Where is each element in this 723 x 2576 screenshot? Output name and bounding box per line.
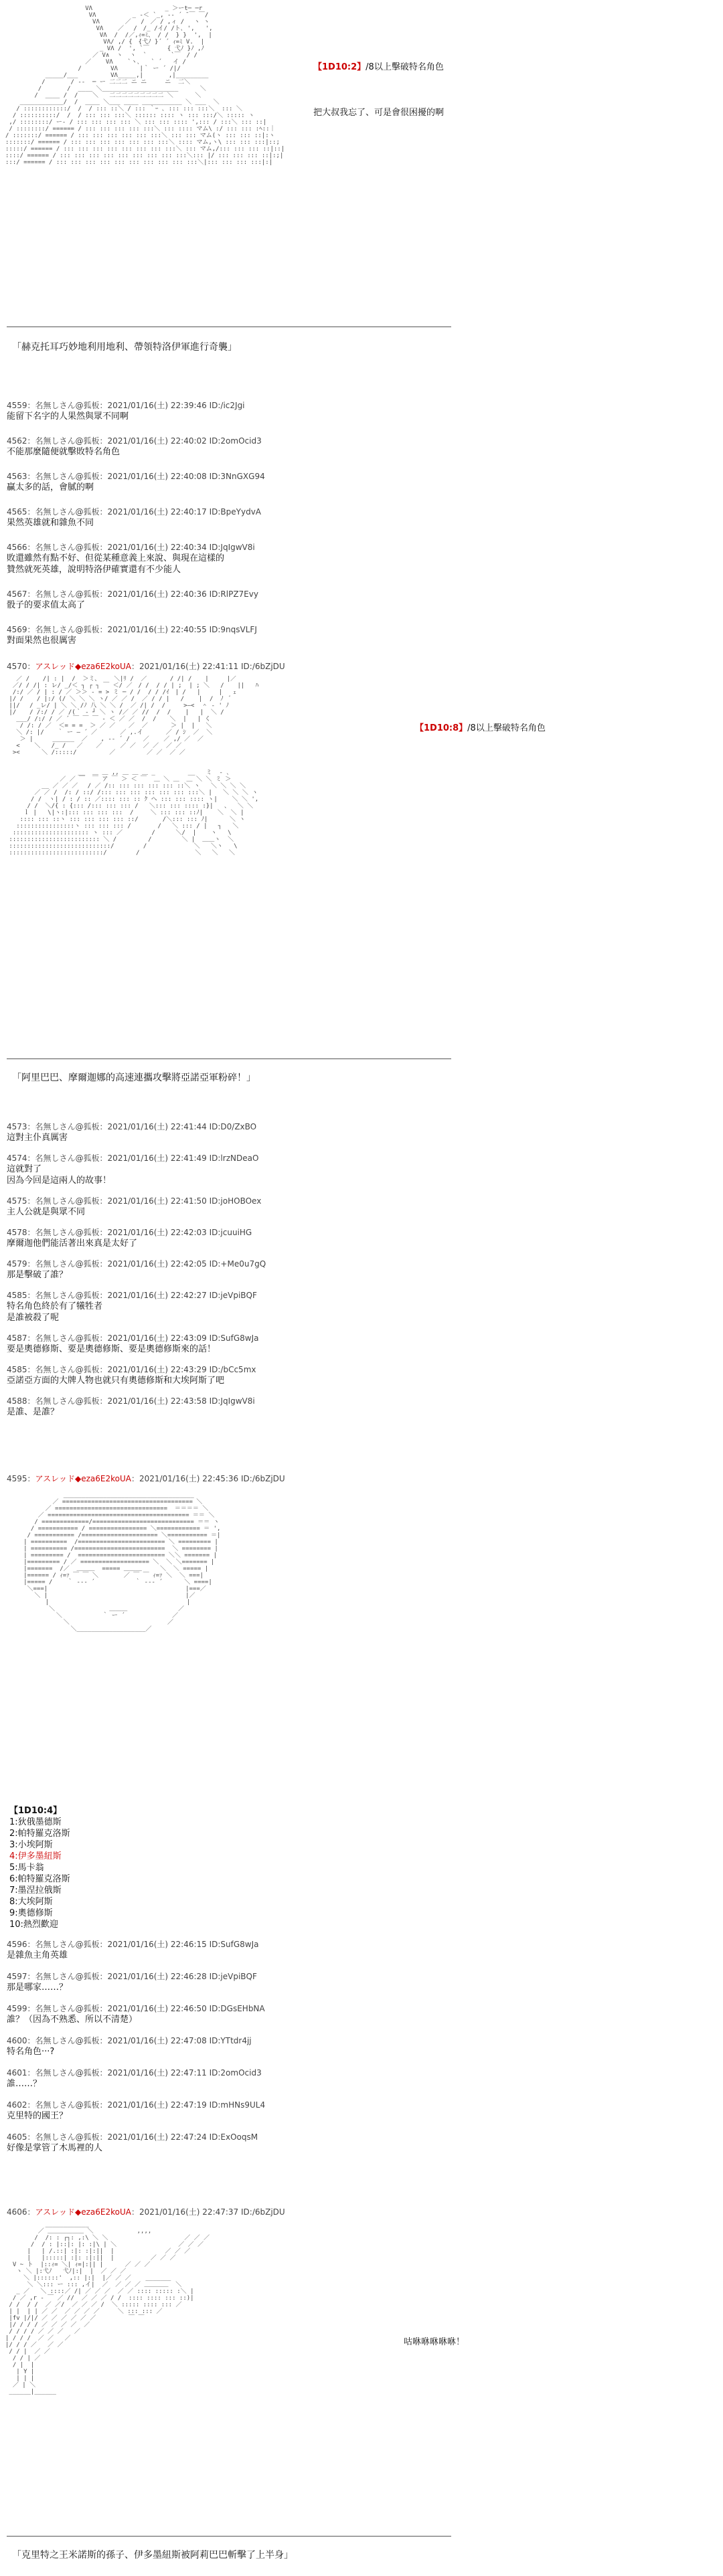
post-header <box>7 507 703 517</box>
poster-name: アスレッド <box>35 662 75 671</box>
post-number: 4606 <box>7 2207 27 2217</box>
post-body: 主人公就是與眾不同 <box>7 1207 86 1217</box>
post-meta: ：名無しさん@狐板：2021/01/16(土) 22:40:36 ID:RlPZ7Evy <box>27 589 258 599</box>
post-meta: ：名無しさん@狐板：2021/01/16(土) 22:42:03 ID:jcuuiHG <box>27 1228 252 1237</box>
post-number: 4569 <box>7 625 27 634</box>
ascii-art-hector: VΛ _ ＞ーt─ ─r VΛ _ ‐＜ `_, -‐ ´ ̄ ￣ ￣/ VΛ ／ / ／ / ,ィ / ヽ ヽ VΛ ／ / /_ /イ/ /ト､ ', ', VΛ / /／,ｨ=ﾐ、 / / } } ', | VΛ/ ,/ { {弋ﾉ }´ ´ ｨ=ﾐ V. | _ VΛ / ', `￣ { 弋ﾉ }ﾉ ,ﾉ ／ V∧ ヽ ヽ ` `￣ / / ／ VΛ `ヽ､ ` ´ イ / / VΛ |｀ ー ´ /|/ _____/___ VΛ_____,| ,|_________ / / ‐‐ ─ ー 二二二 ニ ニ ニ 二＼ / / ____ ＼_____________________ ＼ / ____ / / ＼ 二二二二二二二二二 ＼ ＼ ____________/ / ____ ＼___ ____ ___________ ＼ ___ ＼ / ::::::::::::/ / / ::: ::＼ / ::: ｀ｰ ､ ::: ::: :::＼ ::: ＼ / ::::::::::/ / / ::: ::: :::＼ :::::: :::: ヽ ::: :::/＼ ::::: ヽ ,/ ::::::::/ ー‐ / ::: ::: ::: ::: ＼ ::: ::: :::: ',::: / :::＼ ::: ::| / ::::::::/ ====== / ::: ::: ::: ::: :::＼ ::: :::: マム\ :/ ::: ::: :ﾍ::｜ / :::::::/ ====== / ::: ::: ::: ::: ::: :::＼ ::: ::: マム(ヽ ::: ::: ::|:ヽ :::::::/ ====== / ::: ::: ::: ::: ::: ::: :::＼ :::: マム,ヽ\ ::: ::: :::|::; :::::/ ====== / ::: ::: ::: ::: ::: ::: ::: :::＼ ::: マム,/::: ::: ::: ::|::| ::::/ ====== / ::: ::: ::: ::: ::: ::: ::: ::: :::＼::: |/ ::: ::: ::: ::|:;| :::/ ====== / ::: ::: ::: ::: ::: ::: ::: ::: ::: :::＼|::: ::: ::: :::|:| <box>5 5 285 166</box>
post-number: 4585 <box>7 1365 27 1374</box>
post-number: 4595 <box>7 1474 27 1483</box>
post-meta: ：名無しさん@狐板：2021/01/16(土) 22:46:50 ID:DGsEHbNA <box>27 2004 265 2013</box>
post-header: ：2021/01/16(土) 22:45:36 ID:/6bZjDU <box>131 1474 285 1483</box>
post-meta: ：名無しさん@狐板：2021/01/16(土) 22:47:24 ID:ExOoqsM <box>27 2132 258 2142</box>
post-meta: ：名無しさん@狐板：2021/01/16(土) 22:40:08 ID:3NnGXG94 <box>27 472 265 481</box>
post-header <box>7 2132 703 2142</box>
post-body: 這就對了 因為今回是這兩人的故事！ <box>7 1164 112 1186</box>
post-meta: ：名無しさん@狐板：2021/01/16(土) 22:42:05 ID:+Me0u7gQ <box>27 1259 266 1269</box>
post-number: 4567 <box>7 589 27 599</box>
post-number: 4599 <box>7 2004 27 2013</box>
side-note-panel2 <box>415 723 546 735</box>
post-header <box>7 1196 703 1206</box>
roll-list-item: 8:大埃阿斯 <box>9 1897 53 1907</box>
post-body: 特名角色終於有了犧牲者 是誰被殺了呢 <box>7 1301 103 1323</box>
post-body: 亞諾亞方面的大牌人物也就只有奧德修斯和大埃阿斯了吧 <box>7 1376 225 1386</box>
post-number: 4566 <box>7 543 27 552</box>
post-number: 4587 <box>7 1333 27 1343</box>
post-header <box>7 2035 703 2046</box>
post-4563 <box>7 471 703 493</box>
post-body: 果然英雄就和雜魚不同 <box>7 518 94 528</box>
post-number: 4578 <box>7 1228 27 1237</box>
post-4587 <box>7 1333 703 1355</box>
narration-caption-2: 「阿里巴巴、摩爾迦娜的高速連攜攻擊將亞諾亞軍粉碎！」 <box>12 1073 256 1083</box>
post-meta: ：名無しさん@狐板：2021/01/16(土) 22:43:09 ID:SufG8wJa <box>27 1333 259 1343</box>
post-4600 <box>7 2035 703 2057</box>
post-number: 4597 <box>7 1972 27 1981</box>
roll-list-item: 1:狄俄墨德斯 <box>9 1817 62 1827</box>
post-header <box>7 1153 703 1164</box>
post-number: 4588 <box>7 1396 27 1406</box>
post-body: 敗還雖然有點不好、但從某種意義上來說、與現在這樣的 贊然就死英雄，說明特洛伊確實還有不少能人 <box>7 553 225 575</box>
post-4574 <box>7 1153 703 1186</box>
post-number: 4559 <box>7 401 27 410</box>
post-header <box>7 1333 703 1344</box>
post-meta: ：名無しさん@狐板：2021/01/16(土) 22:40:34 ID:JqIgwV8i <box>27 543 255 552</box>
poster-trip: ◆eza6E2koUA <box>74 2207 131 2217</box>
post-4575 <box>7 1196 703 1218</box>
post-body: 是誰、是誰？ <box>7 1407 60 1417</box>
post-number: 4585 <box>7 1291 27 1300</box>
post-header <box>7 2100 703 2110</box>
roll-list-item: 3:小埃阿斯 <box>9 1840 53 1850</box>
poster-trip: ◆eza6E2koUA <box>74 1474 131 1483</box>
post-header <box>7 400 703 411</box>
post-header: ：2021/01/16(土) 22:47:37 ID:/6bZjDU <box>131 2207 285 2217</box>
post-body: 好像是掌管了木馬裡的人 <box>7 2143 103 2153</box>
op-post-4595: 4595：アスレッド◆eza6E2koUA：2021/01/16(土) 22:45:36 ID:/6bZjDU <box>7 1474 285 1483</box>
post-number: 4565 <box>7 507 27 517</box>
sound-effect-text: 咕咻咻咻咻咻！ <box>404 2337 465 2347</box>
post-body: 誰？（因為不熟悉、所以不清楚） <box>7 2015 138 2025</box>
post-4605 <box>7 2132 703 2154</box>
post-header <box>7 542 703 553</box>
post-meta: ：名無しさん@狐板：2021/01/16(土) 22:42:27 ID:jeVpiBQF <box>27 1291 257 1300</box>
post-4588 <box>7 1396 703 1418</box>
dice-tag: 【1D10:2】 <box>313 62 366 72</box>
ascii-art-attack: ____________ ／ ＿＿＿＿＿＿ ＼ ,,,, / /: : ┌┐: ,:\ ＼ ＼ ／ ／ ／ / / : |::|: |: :|\ | ＼ ／ ／ ／ | | /.::| :|: :|:|| | ／ ／ ／ | |:::::| :|: :|:|| | ／ ／ ／ V ~ ト |::ｨ= ＼| ｨ=|:|| | ／ ／ ／ ヽ ＼ |:弋ﾉ 弋ﾉ|:| | ／ ／ ／ ＼ |::::::' ,:: |:| |／ ／ ／ _______ ＼ ＼::: ー ::: ,イ| ／ ／ ／ ／ ＿＿＿＿ ＼ _ ／ ＼ ::::／ /| ／ ／ ／ ／ ／ :::: ::::: :＼ | / ／ ,r ‐ ￣ ／ // ／ ／ ／ / / :::: :::: ::: ::)| / / / / ／ ／/ ／ ／ ／ / ＼ ::::: :::: ::: ／ | | | | ／ ／ ／ ／ ／ ／ ＼ ::: ::: ／ |fv |/|/ ／ ／ ／ ／ ／ ／ ￣ ￣ |/ / / / ／ ／ ／ ／ ／ / / / / ／ ／ ／ ／ | / / / ／ ／ ／ |/ / / ／ ／ ／ / / | ／ ／ / / | ／ / | | | Y | | | | ／ | ＼ ______|______ <box>5 2221 210 2395</box>
dice-tag: 【1D10:8】 <box>415 723 468 733</box>
post-number: 4579 <box>7 1259 27 1269</box>
post-4596 <box>7 1939 703 1961</box>
side-note-panel1 <box>313 62 444 74</box>
post-meta: ：名無しさん@狐板：2021/01/16(土) 22:47:11 ID:2omOcid3 <box>27 2068 262 2078</box>
post-body: 那是哪家……？ <box>7 1983 68 1993</box>
post-meta: ：名無しさん@狐板：2021/01/16(土) 22:43:58 ID:JqIgwV8i <box>27 1396 255 1406</box>
post-header: ：2021/01/16(土) 22:41:11 ID:/6bZjDU <box>131 662 285 671</box>
post-4579 <box>7 1259 703 1281</box>
post-body: 摩爾迦他們能活著出來真是太好了 <box>7 1238 138 1249</box>
post-body: 能留下名字的人果然與眾不同啊 <box>7 411 129 422</box>
post-number: 4562 <box>7 436 27 446</box>
post-body: 特名角色···? <box>7 2047 55 2057</box>
post-body: 克里特的國王？ <box>7 2111 68 2121</box>
post-4601 <box>7 2067 703 2090</box>
post-4567 <box>7 589 703 611</box>
post-body: 贏太多的話，會膩的啊 <box>7 482 94 492</box>
poster-name: アスレッド <box>35 1474 75 1483</box>
post-meta: ：名無しさん@狐板：2021/01/16(土) 22:47:19 ID:mHNs9UL4 <box>27 2100 266 2110</box>
post-header <box>7 436 703 446</box>
narration-caption-3: 「克里特之王米諾斯的孫子、伊多墨紐斯被阿莉巴巴斬擊了上半身」 <box>12 2550 293 2561</box>
post-4566 <box>7 542 703 575</box>
post-header <box>7 1290 703 1301</box>
roll-list-item: 9:奧德修斯 <box>9 1908 53 1918</box>
post-meta: ：名無しさん@狐板：2021/01/16(土) 22:41:44 ID:D0/ZxBO <box>27 1122 257 1131</box>
post-number: 4563 <box>7 472 27 481</box>
poster-name: アスレッド <box>35 2207 75 2217</box>
roll-list-item: 2:帕特羅克洛斯 <box>9 1829 70 1839</box>
roll-result-list <box>9 1805 70 1930</box>
post-header <box>7 624 703 635</box>
post-number: 4601 <box>7 2068 27 2078</box>
post-header <box>7 1971 703 1982</box>
post-meta: ：名無しさん@狐板：2021/01/16(土) 22:40:17 ID:BpeYydvA <box>27 507 262 517</box>
post-meta: ：名無しさん@狐板：2021/01/16(土) 22:39:46 ID:/ic2Jgi <box>27 401 245 410</box>
op-post-4570: 4570：アスレッド◆eza6E2koUA：2021/01/16(土) 22:41:11 ID:/6bZjDU <box>7 662 285 671</box>
divider <box>7 2536 451 2537</box>
post-body: 是雜魚主角英雄 <box>7 1950 68 1960</box>
post-meta: ：名無しさん@狐板：2021/01/16(土) 22:41:49 ID:lrzNDeaO <box>27 1154 259 1163</box>
post-body: 骰子的要求值太高了 <box>7 600 86 610</box>
post-4599 <box>7 2003 703 2025</box>
post-body: 不能那麼隨便就擊敗特名角色 <box>7 447 120 457</box>
post-meta: ：名無しさん@狐板：2021/01/16(土) 22:46:28 ID:jeVpiBQF <box>27 1972 257 1981</box>
post-header <box>7 2003 703 2014</box>
ascii-art-face: ____________________________________ ／ ==================================== ＼ ／ =============================== ＝＝＝＝ ＼ ／ ======================================= ＝＝ ＼ / =============/============================ ＝＝ ヽ / =========== / ================ ＼============ ＝ ', / =========== /===================== ＼=========== ＝| | ========== /======================== ＼ ========= | | ========== /========================= ＼ ======== | | ========= / ======================== ＼＼ ======= | |========= / ／ =================== ＼ ＼ ＼======= | |======= /／ ＿＿＿ ===== ＿＿＿ ＼ ＼ ===== | |====== / ｨ=ｧ ￣ ￣ ＼ ／ ￣ ￣ ｨ=ｧ ＼ ＼ ===| |===== / ｀ ‐-- ´ ｀ ‐-- ´ ＼ ====| ＼===| |===／ ＼ | |／ | | ＼ ＿＿＿ ／ ＼ ｀ ー ´ ／ ＼ ／ ＼___________________／ <box>23 1492 221 1633</box>
post-header <box>7 1364 703 1375</box>
post-number: 4575 <box>7 1196 27 1206</box>
post-number: 4574 <box>7 1154 27 1163</box>
post-meta: ：名無しさん@狐板：2021/01/16(土) 22:41:50 ID:joHOBOex <box>27 1196 262 1206</box>
post-header <box>7 1227 703 1238</box>
post-header <box>7 1939 703 1950</box>
post-4569 <box>7 624 703 646</box>
post-body: 這對主仆真厲害 <box>7 1133 68 1143</box>
post-body: 要是奧德修斯、要是奧德修斯、要是奧德修斯來的話！ <box>7 1344 216 1354</box>
roll-list-title: 【1D10:4】 <box>9 1806 62 1816</box>
post-header <box>7 589 703 600</box>
dice-rule-text: /8以上擊破特名角色 <box>366 62 444 72</box>
op-post-4606: 4606：アスレッド◆eza6E2koUA：2021/01/16(土) 22:47:37 ID:/6bZjDU <box>7 2207 285 2217</box>
roll-list-item: 10:熱烈歡迎 <box>9 1920 58 1930</box>
post-header <box>7 1259 703 1269</box>
post-meta: ：名無しさん@狐板：2021/01/16(土) 22:43:29 ID:/bCc5mx <box>27 1365 256 1374</box>
narration-caption-1: 「赫克托耳巧妙地利用地利、帶領特洛伊軍進行奇襲」 <box>12 342 237 353</box>
post-header <box>7 1396 703 1406</box>
post-number: 4570 <box>7 662 27 671</box>
post-meta: ：名無しさん@狐板：2021/01/16(土) 22:40:55 ID:9nqsVLFJ <box>27 625 257 634</box>
post-number: 4596 <box>7 1940 27 1949</box>
post-number: 4600 <box>7 2036 27 2045</box>
post-number: 4602 <box>7 2100 27 2110</box>
side-speech-panel1: 把大叔我忘了、可是會很困擾的啊 <box>313 108 445 118</box>
post-header <box>7 1121 703 1132</box>
poster-trip: ◆eza6E2koUA <box>74 662 131 671</box>
post-meta: ：名無しさん@狐板：2021/01/16(土) 22:47:08 ID:YTtdr4jj <box>27 2036 252 2045</box>
roll-list-item: 4:伊多墨紐斯 <box>9 1851 62 1861</box>
post-header <box>7 471 703 482</box>
post-meta: ：名無しさん@狐板：2021/01/16(土) 22:46:15 ID:SufG8wJa <box>27 1940 259 1949</box>
roll-list-item: 5:馬卡翁 <box>9 1863 44 1873</box>
post-4578 <box>7 1227 703 1249</box>
post-4585 <box>7 1364 703 1386</box>
post-4559 <box>7 400 703 422</box>
post-4565 <box>7 507 703 529</box>
post-number: 4605 <box>7 2132 27 2142</box>
dice-rule-text: /8以上擊破特名角色 <box>467 723 546 733</box>
post-4602 <box>7 2100 703 2122</box>
ascii-art-battle: ／ / /| : | / ＞ミ、 ＼|ﾘ / ／ / /| / | |／ ／/ / /| : レ/ _/＜ ┐ ┌ ┐ ￣ ＜/ ／ / / / / | ; | ; ＼ / || ﾊ /:/ ／ / | : / ／ ＞＞ ‐ = > ミ ─ / / / / /ｲ | / | | ｪ |/ / / |:/ (/ ＼ ＼ ＼ ヽ/ ／ ／ / ／ / / | / | / ﾉ ﾞ ||/ / _レ/ | ＼ ＼ /ﾉ 八 ＼ ＼ / ／ /| / / >―< ＾ ‐ ' ﾉ |/ / /:/ / ／ /(｀ ‐ ┘ ＼ ヽ /／ ／ // / / | | ＼ / ___/ /:/ / ／ ´ ￣ ￣ ￣ ‐ ＜ ／ ／ / / ＼ | | く / /: / ／ ＜= = = ＞ ／ ／ ／ ／ ＞ | | ＼ ＼ /: |/ ｀ ー ― ´ ／ ／ ,.イ ／ / ｼ ／ ＼ ＞ | ______ ／ , -‐ ´ / ／ ／ ,/ ／ ／ < ＼ /_ / ／ ／ ／ ／ ／ ／ ／ ／ >< ＼ /:::::/ ／ ／ ／ ／ ／ __ ＿ ＿ ,, ＿ ＿ ＿ _ __ ミ ‐ ､ ／ ／ ￣ ￣ ア ￣ ＞ ＜ ￣ ＿ ＼ ＿ ＿ ＼ ＼ ミ ＞ __ ／ ／ ／ / ／ /:: ::: ::: ::: ::: ::＼ ヽ ＼ ＼ ＼ ＼ ／ ／ / /: / ::/ /::: ::: ::: ::: ::: ::: :::＼ | ＼ ＼ ＼ ヽ / / ヽ| / : / :: ／:::: ::: :: ｸ ヘ ::: ::: :::: ヽ| ＼ ＼ ', / / ＼/{ : {::: /::: ::: ::: / ＼::: ::: :::: :}| 、 ＼ ＼ ｌ | \|ヽ:|::: ::: ::: ::: / ＼ ::: ::: ::ﾉ| ＼ ＼ | :::: ::: ::ヽ ::: ::: ::: ::: ::/ /＼::: ::: ﾉ| ＼ ヽ ::::::::::::::::ヽ ::: ::: ::: / / ＼ ::: / | ┐ ＼ ::::::::::::::::::::: ヽ ::: ／ / ＼/ | ヽ \ ::::::::::::::::::::::::: ＼ / / ＼ | ＿＿ヽ ＼ ::::::::::::::::::::::::::::/ / ＼ ＼ヽ \ ::::::::::::::::::::::::::/ / ＼ ＼ ＼ <box>9 676 259 856</box>
post-meta: ：名無しさん@狐板：2021/01/16(土) 22:40:02 ID:2omOcid3 <box>27 436 262 446</box>
post-4597 <box>7 1971 703 1993</box>
post-number: 4573 <box>7 1122 27 1131</box>
post-body: 誰……？ <box>7 2079 42 2089</box>
post-body: 那是擊破了誰？ <box>7 1270 68 1280</box>
post-4585 <box>7 1290 703 1323</box>
post-4562 <box>7 436 703 458</box>
roll-list-item: 7:墨涅拉俄斯 <box>9 1885 62 1896</box>
post-body: 對面果然也很厲害 <box>7 636 77 646</box>
roll-list-item: 6:帕特羅克洛斯 <box>9 1874 70 1884</box>
post-4573 <box>7 1121 703 1143</box>
post-header <box>7 2067 703 2078</box>
